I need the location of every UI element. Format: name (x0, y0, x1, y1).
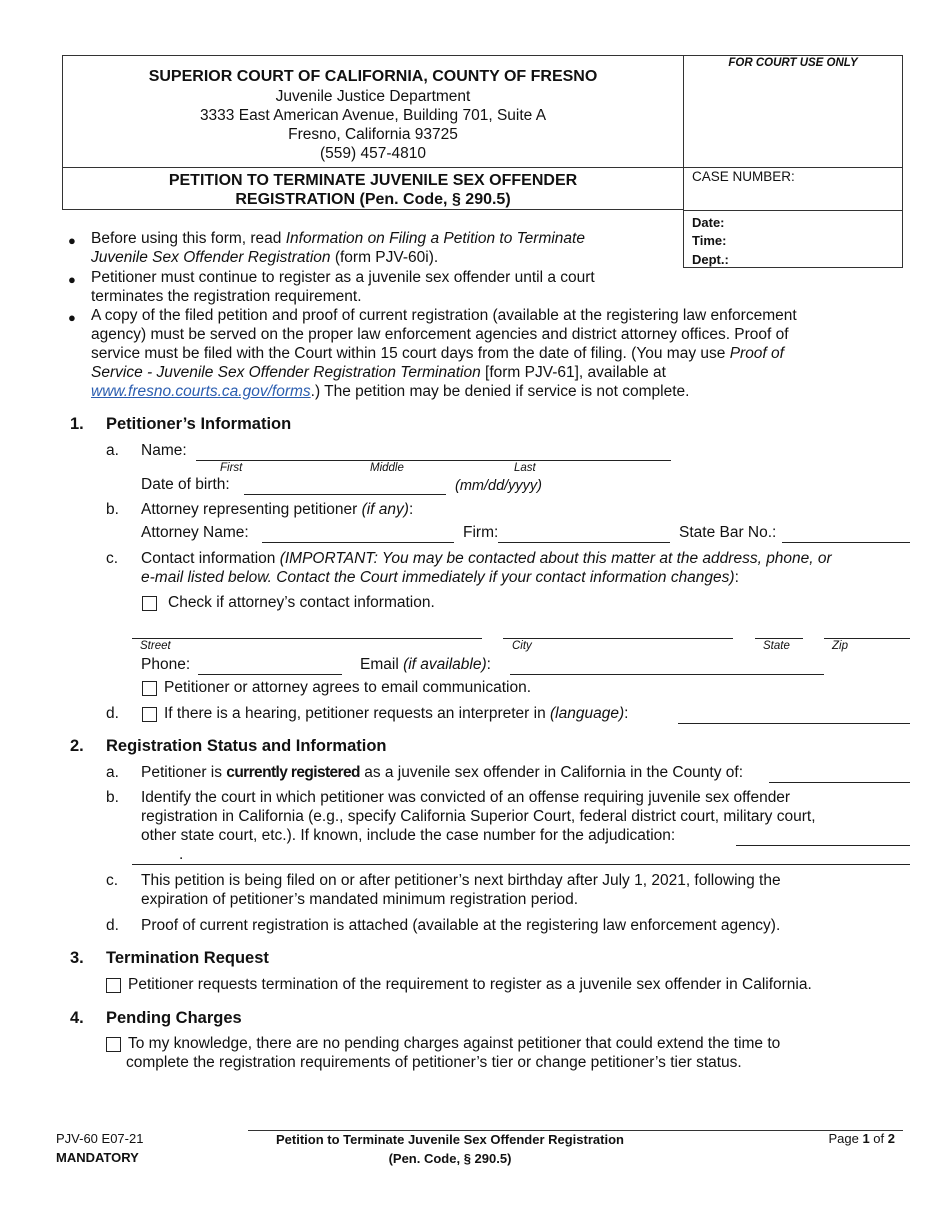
item-1c-letter: c. (106, 550, 119, 567)
court-name: SUPERIOR COURT OF CALIFORNIA, COUNTY OF FRESNO (148, 68, 598, 85)
court-identify-l2: registration in California (e.g., specify California Superior Court, federal district court, military court, (141, 808, 816, 825)
language-input[interactable] (678, 723, 910, 724)
instruction-2: Petitioner must continue to register as a juvenile sex offender until a court (91, 269, 595, 286)
court-department: Juvenile Justice Department (275, 88, 471, 105)
section-2-title: Registration Status and Information (106, 737, 387, 755)
instruction-3-l5: www.fresno.courts.ca.gov/forms.) The petition may be denied if service is not complete. (91, 383, 690, 400)
item-2d-letter: d. (106, 917, 119, 934)
instruction-1: Before using this form, read Information on Filing a Petition to Terminate (91, 230, 585, 247)
state-label: State (763, 640, 790, 652)
attorney-contact-label: Check if attorney’s contact information. (168, 594, 435, 611)
instruction-3-l3: service must be filed with the Court within 15 court days from the date of filing. (You may use Proof of (91, 345, 784, 362)
email-input[interactable] (510, 674, 824, 675)
attorney-name-input[interactable] (262, 542, 454, 543)
state-bar-label: State Bar No.: (679, 524, 777, 541)
instruction-2-cont: terminates the registration requirement. (91, 288, 362, 305)
street-label: Street (140, 640, 171, 652)
section-4-title: Pending Charges (106, 1009, 242, 1027)
item-1b-letter: b. (106, 501, 119, 518)
middle-label: Middle (370, 462, 404, 474)
last-label: Last (514, 462, 536, 474)
county-input[interactable] (769, 782, 910, 783)
court-phone: (559) 457-4810 (320, 145, 426, 162)
section-4-number: 4. (70, 1009, 84, 1027)
firm-input[interactable] (498, 542, 670, 543)
registered-county-label: Petitioner is currently registered as a juvenile sex offender in California in the County of: (141, 764, 744, 781)
bullet-icon: ● (68, 272, 76, 287)
court-use-divider (683, 167, 903, 168)
case-number-label: CASE NUMBER: (692, 169, 795, 184)
adjudication-input[interactable] (736, 845, 910, 846)
filing-timing-l2: expiration of petitioner’s mandated minimum registration period. (141, 891, 579, 908)
instruction-3-l4: Service - Juvenile Sex Offender Registration Termination [form PJV-61], available at (91, 364, 666, 381)
firm-label: Firm: (463, 524, 499, 541)
state-bar-input[interactable] (782, 542, 910, 543)
street-input[interactable] (132, 638, 482, 639)
court-use-divider (683, 210, 903, 211)
court-city: Fresno, California 93725 (288, 126, 458, 143)
forms-link[interactable]: www.fresno.courts.ca.gov/forms (91, 383, 311, 400)
adjudication-input-line2[interactable] (132, 864, 910, 865)
phone-input[interactable] (198, 674, 342, 675)
attorney-name-label: Attorney Name: (141, 524, 249, 541)
interpreter-label: If there is a hearing, petitioner requests an interpreter in (language): (164, 705, 629, 722)
email-agree-checkbox[interactable] (142, 681, 157, 696)
dept-label: Dept.: (692, 252, 729, 267)
instruction-1-cont: Juvenile Sex Offender Registration (form PJV-60i). (91, 249, 439, 266)
bullet-icon: ● (68, 233, 76, 248)
instruction-3: A copy of the filed petition and proof of current registration (available at the registering law enforcement (91, 307, 797, 324)
section-3-number: 3. (70, 949, 84, 967)
state-input[interactable] (755, 638, 803, 639)
pending-charges-checkbox[interactable] (106, 1037, 121, 1052)
instruction-3-l2: agency) must be served on the proper law enforcement agencies and district attorney offices. Proof of (91, 326, 789, 343)
first-label: First (220, 462, 243, 474)
item-2a-letter: a. (106, 764, 119, 781)
court-identify-l3: other state court, etc.). If known, include the case number for the adjudication: (141, 827, 676, 844)
city-input[interactable] (503, 638, 733, 639)
termination-checkbox[interactable] (106, 978, 121, 993)
footer-title-line2: (Pen. Code, § 290.5) (388, 1151, 512, 1166)
email-agree-label: Petitioner or attorney agrees to email communication. (164, 679, 532, 696)
zip-label: Zip (832, 640, 848, 652)
section-1-number: 1. (70, 415, 84, 433)
time-label: Time: (692, 233, 727, 248)
court-identify-l1: Identify the court in which petitioner was convicted of an offense requiring juvenile sex offender (141, 789, 791, 806)
dob-input[interactable] (244, 494, 446, 495)
section-3-title: Termination Request (106, 949, 269, 967)
mandatory-label: MANDATORY (56, 1150, 139, 1165)
city-label: City (512, 640, 532, 652)
form-id: PJV-60 E07-21 (56, 1131, 144, 1146)
contact-info-label: Contact information (IMPORTANT: You may be contacted about this matter at the address, phone, or (141, 550, 832, 567)
item-1a-letter: a. (106, 442, 119, 459)
filing-timing-l1: This petition is being filed on or after petitioner’s next birthday after July 1, 2021, following the (141, 872, 781, 889)
interpreter-checkbox[interactable] (142, 707, 157, 722)
section-2-number: 2. (70, 737, 84, 755)
item-2b-letter: b. (106, 789, 119, 806)
dob-format: (mm/dd/yyyy) (455, 478, 542, 494)
attorney-contact-checkbox[interactable] (142, 596, 157, 611)
email-label: Email (if available): (360, 656, 491, 673)
form-title: PETITION TO TERMINATE JUVENILE SEX OFFENDER (168, 172, 578, 189)
court-use-label: FOR COURT USE ONLY (728, 57, 858, 69)
proof-attached: Proof of current registration is attached (available at the registering law enforcement agency). (141, 917, 781, 934)
attorney-label: Attorney representing petitioner (if any): (141, 501, 414, 518)
date-label: Date: (692, 215, 725, 230)
contact-info-label-cont: e-mail listed below. Contact the Court immediately if your contact information changes): (141, 569, 739, 586)
bullet-icon: ● (68, 310, 76, 325)
section-1-title: Petitioner’s Information (106, 415, 292, 433)
court-identify-period: . (179, 846, 184, 863)
name-input[interactable] (196, 460, 671, 461)
pending-charges-l2: complete the registration requirements of petitioner’s tier or change petitioner’s tier status. (126, 1054, 742, 1071)
item-1d-letter: d. (106, 705, 119, 722)
name-label: Name: (141, 442, 187, 459)
page-indicator: Page 1 of 2 (828, 1131, 895, 1146)
pending-charges-l1: To my knowledge, there are no pending charges against petitioner that could extend the time to (128, 1035, 781, 1052)
item-2c-letter: c. (106, 872, 119, 889)
form-title-line2: REGISTRATION (Pen. Code, § 290.5) (235, 191, 511, 208)
dob-label: Date of birth: (141, 476, 230, 493)
court-address: 3333 East American Avenue, Building 701, Suite A (199, 107, 547, 124)
termination-request-text: Petitioner requests termination of the requirement to register as a juvenile sex offender in California. (128, 976, 812, 993)
zip-input[interactable] (824, 638, 910, 639)
phone-label: Phone: (141, 656, 191, 673)
header-divider (62, 167, 684, 168)
footer-title: Petition to Terminate Juvenile Sex Offender Registration (276, 1132, 624, 1147)
